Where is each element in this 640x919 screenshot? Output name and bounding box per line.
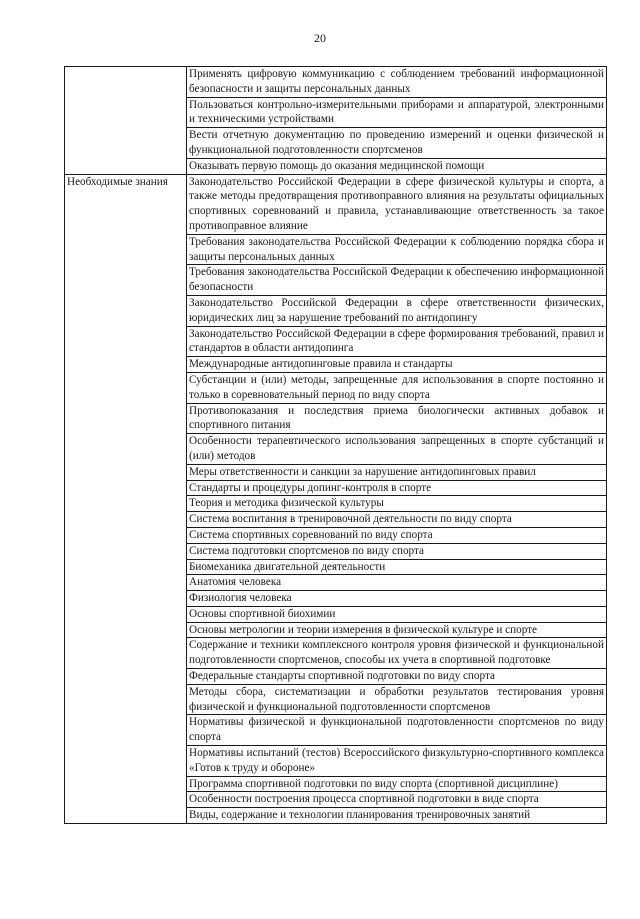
knowledge-item: Нормативы физической и функциональной подготовленности спортсменов по виду спорта (187, 715, 607, 746)
knowledge-item: Физиология человека (187, 591, 607, 607)
table-row (65, 67, 607, 98)
knowledge-item: Особенности построения процесса спортивной подготовки в виде спорта (187, 792, 607, 808)
knowledge-item: Анатомия человека (187, 575, 607, 591)
knowledge-item: Методы сбора, систематизации и обработки результатов тестирования уровня физической и функциональной подготовленности спортсменов (187, 684, 607, 715)
knowledge-item: Требования законодательства Российской Федерации к обеспечению информационной безопасности (187, 265, 607, 296)
knowledge-item: Противопоказания и последствия приема биологически активных добавок и спортивного питания (187, 403, 607, 434)
table-row (65, 174, 607, 234)
skills-label-cell (65, 67, 187, 175)
knowledge-item: Законодательство Российской Федерации в сфере физической культуры и спорта, а также методы предотвращения противоправного влияния на результаты официальных спортивных соревнований и правила, устанавливающие ответственность за такое противоправное влияние (187, 174, 607, 234)
requirements-table-body (65, 67, 607, 824)
knowledge-item: Основы метрологии и теории измерения в физической культуре и спорте (187, 622, 607, 638)
skill-item: Оказывать первую помощь до оказания медицинской помощи (187, 158, 607, 174)
skill-item: Применять цифровую коммуникацию с соблюдением требований информационной безопасности и защиты персональных данных (187, 67, 607, 98)
skill-item: Пользоваться контрольно-измерительными приборами и аппаратурой, электронными и техническими устройствами (187, 97, 607, 128)
knowledge-item: Стандарты и процедуры допинг-контроля в спорте (187, 480, 607, 496)
knowledge-item: Нормативы испытаний (тестов) Всероссийского физкультурно-спортивного комплекса «Готов к труду и обороне» (187, 746, 607, 777)
skill-item: Вести отчетную документацию по проведению измерений и оценки физической и функциональной подготовленности спортсменов (187, 128, 607, 159)
knowledge-item: Биомеханика двигательной деятельности (187, 559, 607, 575)
knowledge-item: Теория и методика физической культуры (187, 496, 607, 512)
knowledge-item: Система воспитания в тренировочной деятельности по виду спорта (187, 512, 607, 528)
knowledge-item: Система подготовки спортсменов по виду спорта (187, 543, 607, 559)
knowledge-item: Требования законодательства Российской Федерации к соблюдению порядка сбора и защиты персональных данных (187, 234, 607, 265)
page-number: 20 (314, 31, 326, 45)
knowledge-item: Система спортивных соревнований по виду спорта (187, 527, 607, 543)
knowledge-item: Меры ответственности и санкции за нарушение антидопинговых правил (187, 464, 607, 480)
knowledge-item: Программа спортивной подготовки по виду спорта (спортивной дисциплине) (187, 776, 607, 792)
knowledge-item: Законодательство Российской Федерации в сфере формирования требований, правил и стандартов в области антидопинга (187, 326, 607, 357)
knowledge-item: Особенности терапевтического использования запрещенных в спорте субстанций и (или) методов (187, 434, 607, 465)
knowledge-item: Федеральные стандарты спортивной подготовки по виду спорта (187, 669, 607, 685)
requirements-table (64, 66, 607, 824)
knowledge-item: Законодательство Российской Федерации в сфере ответственности физических, юридических лиц за нарушение требований по антидопингу (187, 295, 607, 326)
knowledge-label: Необходимые знания (65, 174, 187, 823)
knowledge-item: Основы спортивной биохимии (187, 606, 607, 622)
knowledge-item: Международные антидопинговые правила и стандарты (187, 357, 607, 373)
knowledge-item: Содержание и техники комплексного контроля уровня физической и функциональной подготовленности спортсменов, способы их учета в спортивной подготовке (187, 638, 607, 669)
knowledge-item: Субстанции и (или) методы, запрещенные для использования в спорте постоянно и только в соревновательный период по виду спорта (187, 372, 607, 403)
knowledge-item: Виды, содержание и технологии планирования тренировочных занятий (187, 808, 607, 824)
